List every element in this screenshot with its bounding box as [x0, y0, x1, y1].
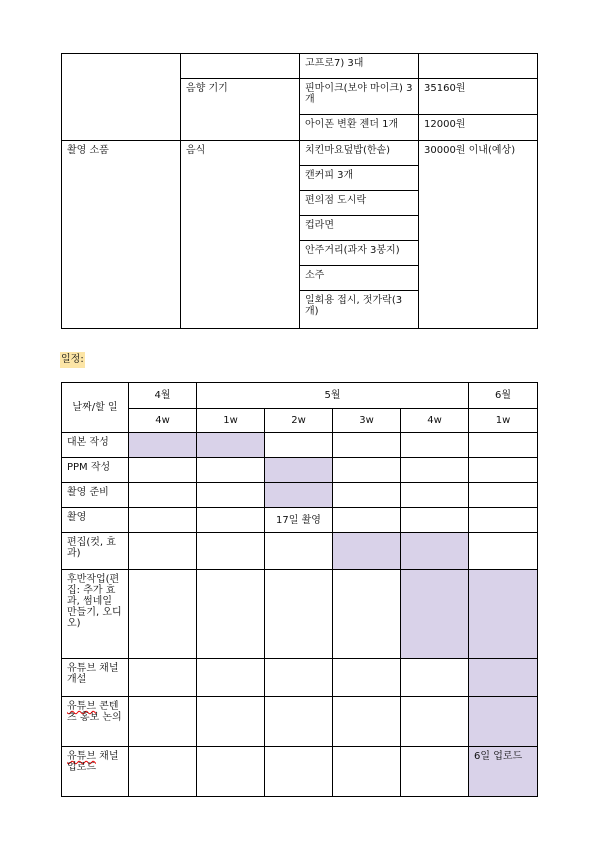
budget-item-cell: 캔커피 3개 — [300, 166, 419, 191]
schedule-week-cell — [469, 570, 538, 659]
schedule-week-cell — [469, 533, 538, 570]
budget-item-cell: 컵라면 — [300, 216, 419, 241]
schedule-row — [62, 533, 538, 570]
task-name-cell: 유튜브 채널 개설 — [62, 659, 129, 697]
budget-group-cell: 촬영 소품 — [62, 141, 181, 329]
schedule-week-cell — [129, 483, 197, 508]
schedule-week-cell — [265, 659, 333, 697]
week-header: 4w — [401, 409, 469, 433]
schedule-body — [62, 433, 538, 797]
schedule-week-cell — [129, 697, 197, 747]
schedule-week-cell — [469, 508, 538, 533]
schedule-week-cell — [265, 747, 333, 797]
schedule-week-cell — [401, 533, 469, 570]
schedule-week-cell — [401, 697, 469, 747]
budget-group-cell — [62, 54, 181, 141]
schedule-week-cell — [333, 508, 401, 533]
schedule-week-cell — [129, 433, 197, 458]
task-name-cell: 유튜브 채널 업로드 — [62, 747, 129, 797]
schedule-row — [62, 483, 538, 508]
schedule-week-cell — [333, 533, 401, 570]
schedule-week-cell — [265, 433, 333, 458]
schedule-week-cell — [265, 533, 333, 570]
budget-item-cell: 핀마이크(보야 마이크) 3개 — [300, 79, 419, 115]
schedule-week-cell — [401, 433, 469, 458]
task-name-cell: 촬영 — [62, 508, 129, 533]
week-header: 1w — [197, 409, 265, 433]
schedule-week-cell — [333, 659, 401, 697]
schedule-week-cell — [265, 483, 333, 508]
schedule-week-cell — [197, 508, 265, 533]
schedule-week-cell — [197, 570, 265, 659]
schedule-label: 일정: — [60, 352, 85, 368]
week-header: 3w — [333, 409, 401, 433]
schedule-week-cell — [129, 747, 197, 797]
schedule-row — [62, 659, 538, 697]
schedule-week-cell — [401, 458, 469, 483]
budget-item-cell: 일회용 접시, 젓가락(3개) — [300, 291, 419, 329]
budget-item-cell: 치킨마요덮밥(한솥) — [300, 141, 419, 166]
task-name-cell: 대본 작성 — [62, 433, 129, 458]
schedule-row — [62, 570, 538, 659]
task-name-cell: 편집(컷, 효과) — [62, 533, 129, 570]
budget-price-cell — [419, 54, 538, 79]
week-header: 2w — [265, 409, 333, 433]
schedule-week-cell — [197, 533, 265, 570]
schedule-week-cell — [469, 483, 538, 508]
budget-price-cell: 35160원 — [419, 79, 538, 115]
budget-price-cell: 30000원 이내(예상) — [419, 141, 538, 329]
task-name-cell: 후반작업(편집: 추가 효과, 썸네일 만들기, 오디오) — [62, 570, 129, 659]
schedule-week-cell — [469, 433, 538, 458]
schedule-week-cell — [401, 508, 469, 533]
schedule-row — [62, 697, 538, 747]
schedule-week-cell — [333, 747, 401, 797]
schedule-row — [62, 747, 538, 797]
budget-category-cell: 음식 — [181, 141, 300, 329]
budget-item-cell: 아이폰 변환 젠더 1개 — [300, 115, 419, 141]
schedule-week-cell — [129, 659, 197, 697]
schedule-week-cell — [129, 570, 197, 659]
schedule-week-cell — [333, 458, 401, 483]
schedule-week-cell — [401, 747, 469, 797]
schedule-week-cell — [469, 659, 538, 697]
schedule-week-cell — [197, 483, 265, 508]
schedule-week-cell — [197, 458, 265, 483]
schedule-corner-header: 날짜/할 일 — [62, 383, 129, 433]
schedule-week-cell — [333, 697, 401, 747]
month-header: 4월 — [129, 383, 197, 409]
budget-item-cell: 안주거리(과자 3봉지) — [300, 241, 419, 266]
schedule-week-cell — [129, 508, 197, 533]
budget-category-cell: 음향 기기 — [181, 79, 300, 141]
schedule-row — [62, 433, 538, 458]
spellcheck-word: 유튜브 — [67, 751, 96, 762]
schedule-week-cell — [265, 697, 333, 747]
task-name-cell: 촬영 준비 — [62, 483, 129, 508]
schedule-week-cell — [469, 697, 538, 747]
week-header: 1w — [469, 409, 538, 433]
schedule-week-cell — [265, 570, 333, 659]
budget-price-cell: 12000원 — [419, 115, 538, 141]
schedule-week-cell — [129, 458, 197, 483]
schedule-week-cell — [197, 747, 265, 797]
schedule-week-cell — [265, 458, 333, 483]
schedule-week-cell — [469, 458, 538, 483]
task-name-cell: PPM 작성 — [62, 458, 129, 483]
schedule-week-cell — [333, 483, 401, 508]
schedule-week-cell — [197, 697, 265, 747]
budget-item-cell: 편의점 도시락 — [300, 191, 419, 216]
spellcheck-word: 유튜브 — [67, 701, 96, 712]
schedule-week-cell — [401, 659, 469, 697]
schedule-note-cell: 6일 업로드 — [469, 747, 538, 797]
task-name-cell: 유튜브 콘텐츠 홍보 논의 — [62, 697, 129, 747]
schedule-week-cell — [401, 570, 469, 659]
schedule-table — [61, 382, 538, 797]
schedule-week-cell — [197, 659, 265, 697]
month-header: 6월 — [469, 383, 538, 409]
budget-category-cell — [181, 54, 300, 79]
schedule-week-cell — [333, 570, 401, 659]
budget-item-cell: 소주 — [300, 266, 419, 291]
schedule-week-cell — [333, 433, 401, 458]
schedule-row — [62, 508, 538, 533]
schedule-row — [62, 458, 538, 483]
week-header: 4w — [129, 409, 197, 433]
schedule-week-cell — [401, 483, 469, 508]
schedule-week-cell — [197, 433, 265, 458]
schedule-note-cell: 17일 촬영 — [265, 508, 333, 533]
month-header: 5월 — [197, 383, 469, 409]
budget-table — [61, 53, 538, 329]
budget-item-cell: 고프로7) 3대 — [300, 54, 419, 79]
schedule-week-cell — [129, 533, 197, 570]
